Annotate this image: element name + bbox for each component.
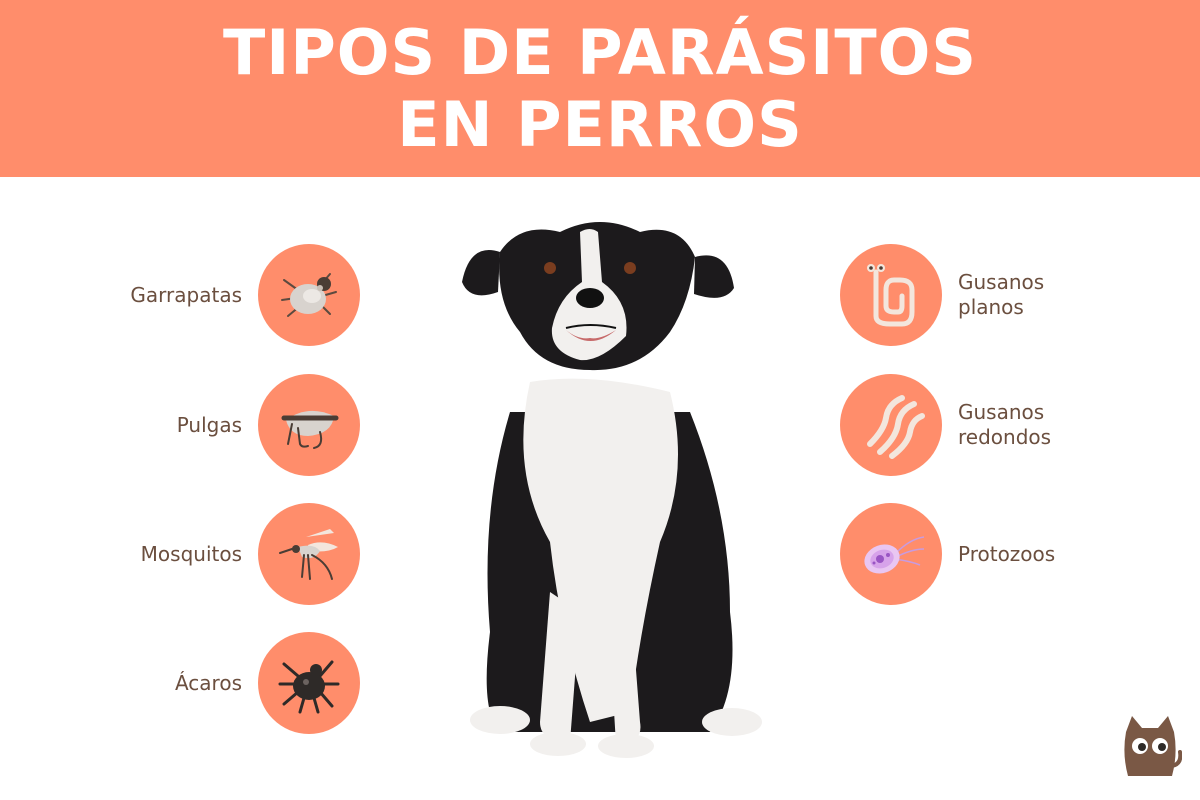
- parasite-item-ticks: [130, 244, 360, 346]
- parasite-label: Garrapatas: [130, 282, 242, 307]
- parasite-item-flatworms: [840, 244, 1098, 346]
- parasite-label: [958, 270, 1098, 320]
- flea-icon: [258, 374, 360, 476]
- mosquito-icon: [258, 503, 360, 605]
- dog-image: [440, 212, 770, 760]
- parasite-label: Ácaros: [174, 670, 242, 695]
- parasite-label: Mosquitos: [140, 541, 242, 566]
- parasite-label-line: Gusanos: [958, 270, 1045, 294]
- parasite-item-mosquitoes: [141, 503, 360, 605]
- parasite-label-line: planos: [958, 295, 1024, 319]
- protozoa-icon: [840, 503, 942, 605]
- title-banner: [0, 0, 1200, 177]
- parasite-label-line: Gusanos: [958, 400, 1045, 424]
- parasite-label: [958, 542, 1098, 567]
- parasite-item-mites: [175, 632, 360, 734]
- parasite-label-line: Protozoos: [958, 541, 1056, 566]
- parasite-label-line: redondos: [958, 425, 1052, 449]
- parasite-item-fleas: [177, 374, 360, 476]
- flatworm-icon: [840, 244, 942, 346]
- parasite-item-roundworms: [840, 374, 1098, 476]
- roundworm-icon: [840, 374, 942, 476]
- parasite-label: [958, 400, 1098, 450]
- parasite-label: Pulgas: [176, 412, 242, 437]
- mite-icon: [258, 632, 360, 734]
- page-title-line1: TIPOS DE PARÁSITOS: [223, 15, 977, 89]
- tick-icon: [258, 244, 360, 346]
- parasite-item-protozoa: [840, 503, 1098, 605]
- cat-logo-icon: [1118, 714, 1182, 780]
- page-title-line2: EN PERROS: [397, 87, 803, 161]
